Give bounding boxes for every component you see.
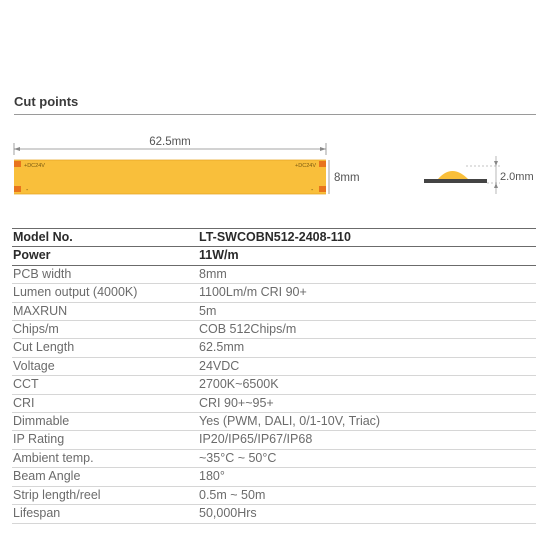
spec-label: Voltage	[13, 358, 55, 373]
spec-label: Beam Angle	[13, 469, 81, 484]
spec-label: Dimmable	[13, 414, 70, 429]
spec-value: 5m	[199, 303, 217, 318]
spec-value: 50,000Hrs	[199, 506, 257, 521]
pad-left-label: +DC24V	[24, 163, 45, 169]
spec-row	[12, 449, 536, 467]
spec-label: CRI	[13, 395, 35, 410]
spec-value: LT-SWCOBN512-2408-110	[199, 230, 351, 244]
spec-label: Model No.	[13, 230, 73, 244]
spec-row	[12, 394, 536, 412]
spec-label: Lumen output (4000K)	[13, 285, 138, 300]
led-strip	[14, 160, 326, 194]
spec-label: Chips/m	[13, 322, 59, 337]
spec-label: Strip length/reel	[13, 487, 101, 502]
spec-label: PCB width	[13, 266, 72, 281]
title-divider	[14, 114, 536, 115]
height-arrow-top	[494, 161, 498, 166]
spec-row	[12, 339, 536, 357]
spec-row	[12, 302, 536, 320]
arrow-right	[320, 147, 326, 151]
spec-row	[12, 413, 536, 431]
spec-value: 11W/m	[199, 248, 239, 263]
height-label: 2.0mm	[500, 171, 534, 183]
length-label: 62.5mm	[149, 136, 191, 148]
spec-value: 24VDC	[199, 358, 240, 373]
pad-right-label: +DC24V	[295, 163, 316, 169]
spec-value: IP20/IP65/IP67/IP68	[199, 432, 313, 447]
spec-header-power	[12, 247, 536, 265]
spec-value: ~35°C ~ 50°C	[199, 450, 277, 465]
spec-header-model	[12, 229, 536, 247]
spec-row	[12, 357, 536, 375]
solder-pad-left-top	[14, 161, 21, 167]
spec-value: CRI 90+~95+	[199, 395, 274, 410]
minus-label-right: -	[311, 187, 314, 194]
cross-section-pcb	[424, 179, 487, 183]
section-title: Cut points	[14, 94, 79, 109]
spec-label: Lifespan	[13, 506, 61, 521]
spec-label: Ambient temp.	[13, 450, 94, 465]
spec-label: Power	[13, 248, 51, 263]
spec-value: 8mm	[199, 266, 227, 281]
spec-table	[12, 228, 536, 524]
spec-row	[12, 431, 536, 449]
spec-row	[12, 376, 536, 394]
cross-section-phosphor	[438, 171, 468, 179]
solder-pad-right-bottom	[319, 186, 326, 192]
spec-row	[12, 284, 536, 302]
spec-value: COB 512Chips/m	[199, 322, 297, 337]
cut-point-diagram	[0, 128, 550, 208]
spec-row	[12, 486, 536, 504]
spec-row	[12, 505, 536, 523]
spec-row	[12, 321, 536, 339]
spec-value: 1100Lm/m CRI 90+	[199, 285, 307, 300]
spec-label: CCT	[13, 377, 39, 392]
spec-row	[12, 468, 536, 486]
spec-value: 0.5m ~ 50m	[199, 487, 266, 502]
minus-label-left: -	[26, 187, 29, 194]
spec-value: Yes (PWM, DALI, 0/1-10V, Triac)	[199, 414, 381, 429]
spec-label: MAXRUN	[13, 303, 68, 318]
spec-label: Cut Length	[13, 340, 75, 355]
spec-value: 180°	[199, 469, 225, 484]
arrow-left	[14, 147, 20, 151]
spec-label: IP Rating	[13, 432, 65, 447]
solder-pad-right-top	[319, 161, 326, 167]
height-arrow-bottom	[494, 183, 498, 188]
width-label: 8mm	[334, 172, 360, 184]
spec-value: 62.5mm	[199, 340, 245, 355]
spec-value: 2700K~6500K	[199, 377, 279, 392]
spec-row	[12, 265, 536, 283]
solder-pad-left-bottom	[14, 186, 21, 192]
